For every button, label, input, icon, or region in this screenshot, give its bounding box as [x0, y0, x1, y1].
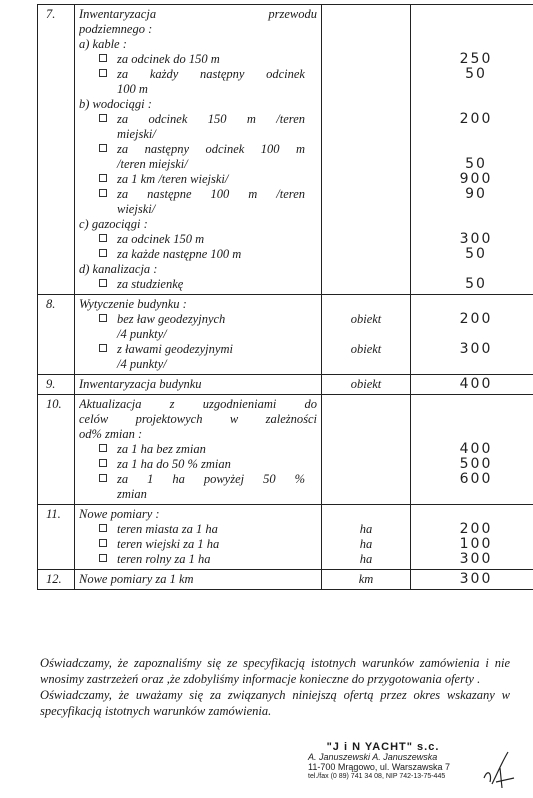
price-value: [411, 127, 533, 142]
unit-value: ha: [359, 537, 373, 551]
declaration-paragraph-2: Oświadczamy, że uważamy się za związanych niniejszą ofertą przez okres wskazany w specyfikacją istotnych warunków zamówienia.: [40, 688, 510, 718]
bullet-icon: [99, 174, 107, 182]
bullet-icon: [99, 114, 107, 122]
unit-value: [322, 277, 410, 292]
bullet-icon: [99, 474, 107, 482]
description-line: [79, 187, 317, 202]
row-unit: [322, 395, 411, 505]
row-description: [75, 505, 322, 570]
price-value: [411, 412, 533, 427]
bullet-icon: [99, 459, 107, 467]
price-value: 50: [465, 66, 487, 82]
unit-value: ha: [359, 522, 373, 536]
description-line: c) gazociągi :: [79, 217, 148, 231]
description-line: podziemnego :: [79, 22, 153, 36]
row-number: 9.: [38, 375, 75, 395]
unit-value: [322, 357, 410, 372]
row-unit: [322, 505, 411, 570]
unit-value: km: [358, 572, 374, 586]
unit-value: obiekt: [350, 312, 382, 326]
price-value: [411, 262, 533, 277]
description-line: [79, 472, 317, 487]
price-value: 400: [459, 441, 493, 457]
bullet-icon: [99, 234, 107, 242]
unit-value: [322, 457, 410, 472]
description-text: za 1 km /teren wiejski/: [117, 172, 229, 186]
unit-value: [322, 187, 410, 202]
bullet-icon: [99, 279, 107, 287]
description-line: Nowe pomiary za 1 km: [79, 572, 194, 586]
bullet-icon: [99, 539, 107, 547]
price-value: [411, 297, 533, 312]
description-line: celów projektowych w zależności: [79, 412, 317, 426]
unit-value: [322, 172, 410, 187]
unit-value: [322, 82, 410, 97]
signature-icon: [478, 748, 518, 792]
unit-value: [322, 112, 410, 127]
description-line: Inwentaryzacja przewodu: [79, 7, 317, 21]
stamp-contact: tel./fax (0 89) 741 34 08, NIP 742-13-75-445: [308, 773, 446, 780]
description-text: za 1 ha do 50 % zmian: [117, 457, 231, 471]
declaration-text: [40, 655, 510, 719]
table-row: [38, 375, 533, 395]
stamp-address: 11-700 Mrągowo, ul. Warszawska 7: [308, 762, 451, 772]
price-value: [411, 217, 533, 232]
description-line: [79, 442, 317, 457]
description-line: b) wodociągi :: [79, 97, 152, 111]
price-value: 900: [459, 171, 493, 187]
price-value: [411, 427, 533, 442]
row-number: 8.: [38, 295, 75, 375]
unit-value: [322, 202, 410, 217]
unit-value: [322, 7, 410, 22]
unit-value: [322, 22, 410, 37]
price-value: 300: [459, 551, 493, 567]
row-unit: [322, 375, 411, 395]
unit-value: [322, 232, 410, 247]
price-value: [411, 357, 533, 372]
table-row: [38, 295, 533, 375]
unit-value: [322, 472, 410, 487]
unit-value: [322, 487, 410, 502]
row-price: [411, 375, 533, 395]
price-value: 600: [459, 471, 493, 487]
bullet-icon: [99, 344, 107, 352]
unit-value: [322, 327, 410, 342]
description-text: za następny odcinek 100 m: [117, 142, 305, 156]
description-line: Wytyczenie budynku :: [79, 297, 187, 311]
description-line: [79, 247, 317, 262]
description-line: d) kanalizacja :: [79, 262, 158, 276]
table-row: [38, 395, 533, 505]
unit-value: [322, 442, 410, 457]
description-line: wiejski/: [117, 202, 156, 216]
price-value: 200: [459, 111, 493, 127]
price-value: [411, 202, 533, 217]
row-unit: [322, 5, 411, 295]
description-line: [79, 522, 317, 537]
price-value: [411, 397, 533, 412]
row-price: [411, 295, 533, 375]
unit-value: [322, 67, 410, 82]
description-line: od% zmian :: [79, 427, 143, 441]
row-description: [75, 295, 322, 375]
unit-value: [322, 397, 410, 412]
bullet-icon: [99, 189, 107, 197]
description-line: [79, 142, 317, 157]
stamp-owners: A. Januszewski A. Januszewska: [308, 752, 438, 762]
price-value: 300: [459, 341, 493, 357]
bullet-icon: [99, 144, 107, 152]
row-description: [75, 395, 322, 505]
price-value: [411, 82, 533, 97]
unit-value: [322, 412, 410, 427]
description-text: za następne 100 m /teren: [117, 187, 305, 201]
description-line: [79, 172, 317, 187]
bullet-icon: [99, 54, 107, 62]
description-line: /teren miejski/: [117, 157, 188, 171]
price-value: 50: [465, 156, 487, 172]
price-value: [411, 327, 533, 342]
unit-value: obiekt: [350, 377, 382, 391]
row-price: [411, 395, 533, 505]
description-line: miejski/: [117, 127, 156, 141]
bullet-icon: [99, 554, 107, 562]
description-text: teren miasta za 1 ha: [117, 522, 218, 536]
description-line: [79, 537, 317, 552]
row-number: 7.: [38, 5, 75, 295]
unit-value: [322, 142, 410, 157]
unit-value: [322, 157, 410, 172]
description-line: Inwentaryzacja budynku: [79, 377, 202, 391]
row-price: [411, 505, 533, 570]
row-unit: [322, 295, 411, 375]
row-number: 12.: [38, 570, 75, 590]
description-text: bez ław geodezyjnych: [117, 312, 226, 326]
price-value: 100: [459, 536, 493, 552]
description-line: 100 m: [117, 82, 148, 96]
unit-value: [322, 97, 410, 112]
description-text: za studzienkę: [117, 277, 184, 291]
description-text: teren rolny za 1 ha: [117, 552, 211, 566]
declaration-paragraph-1: Oświadczamy, że zapoznaliśmy się ze specyfikacją istotnych warunków zamówienia i nie wnosimy zastrzeżeń oraz ,że zdobyliśmy informacje konieczne do przygotowania oferty .: [40, 656, 510, 686]
price-value: [411, 7, 533, 22]
row-number: 11.: [38, 505, 75, 570]
unit-value: ha: [359, 552, 373, 566]
unit-value: [322, 427, 410, 442]
price-value: 500: [459, 456, 493, 472]
description-text: z ławami geodezyjnymi: [117, 342, 233, 356]
description-line: [79, 52, 317, 67]
unit-value: [322, 262, 410, 277]
price-value: 50: [465, 246, 487, 262]
description-line: a) kable :: [79, 37, 127, 51]
description-line: [79, 552, 317, 567]
description-text: za odcinek 150 m /teren: [117, 112, 305, 126]
price-value: [411, 142, 533, 157]
bullet-icon: [99, 314, 107, 322]
unit-value: [322, 297, 410, 312]
description-line: /4 punkty/: [117, 327, 167, 341]
unit-value: [322, 507, 410, 522]
description-line: [79, 232, 317, 247]
description-line: Aktualizacja z uzgodnieniami do: [79, 397, 317, 411]
price-value: 90: [465, 186, 487, 202]
row-price: [411, 5, 533, 295]
description-line: [79, 67, 317, 82]
row-description: [75, 570, 322, 590]
description-text: za każdy następny odcinek: [117, 67, 305, 81]
price-table: [37, 4, 533, 590]
description-text: za każde następne 100 m: [117, 247, 242, 261]
row-unit: [322, 570, 411, 590]
bullet-icon: [99, 444, 107, 452]
unit-value: [322, 217, 410, 232]
price-value: 300: [459, 571, 493, 587]
price-value: [411, 37, 533, 52]
description-line: [79, 112, 317, 127]
price-value: [411, 22, 533, 37]
company-stamp: [308, 742, 458, 782]
description-line: [79, 312, 317, 327]
price-value: [411, 487, 533, 502]
bullet-icon: [99, 249, 107, 257]
description-line: Nowe pomiary :: [79, 507, 160, 521]
price-value: 400: [459, 376, 493, 392]
price-value: [411, 97, 533, 112]
bullet-icon: [99, 69, 107, 77]
description-line: [79, 277, 317, 292]
row-description: [75, 375, 322, 395]
row-description: [75, 5, 322, 295]
description-text: za 1 ha bez zmian: [117, 442, 206, 456]
price-value: 200: [459, 311, 493, 327]
description-text: teren wiejski za 1 ha: [117, 537, 220, 551]
stamp-firm-name: "J i N YACHT" s.c.: [326, 741, 440, 753]
price-value: 300: [459, 231, 493, 247]
unit-value: [322, 52, 410, 67]
price-value: [411, 507, 533, 522]
unit-value: [322, 127, 410, 142]
price-value: 200: [459, 521, 493, 537]
table-row: [38, 505, 533, 570]
description-text: za odcinek do 150 m: [117, 52, 220, 66]
unit-value: [322, 37, 410, 52]
row-number: 10.: [38, 395, 75, 505]
description-text: za odcinek 150 m: [117, 232, 205, 246]
unit-value: obiekt: [350, 342, 382, 356]
description-line: /4 punkty/: [117, 357, 167, 371]
table-row: [38, 570, 533, 590]
row-price: [411, 570, 533, 590]
description-line: [79, 457, 317, 472]
bullet-icon: [99, 524, 107, 532]
description-line: zmian: [117, 487, 147, 501]
price-value: 250: [459, 51, 493, 67]
description-text: za 1 ha powyżej 50 %: [117, 472, 305, 486]
unit-value: [322, 247, 410, 262]
description-line: [79, 342, 317, 357]
price-value: 50: [465, 276, 487, 292]
table-row: [38, 5, 533, 295]
